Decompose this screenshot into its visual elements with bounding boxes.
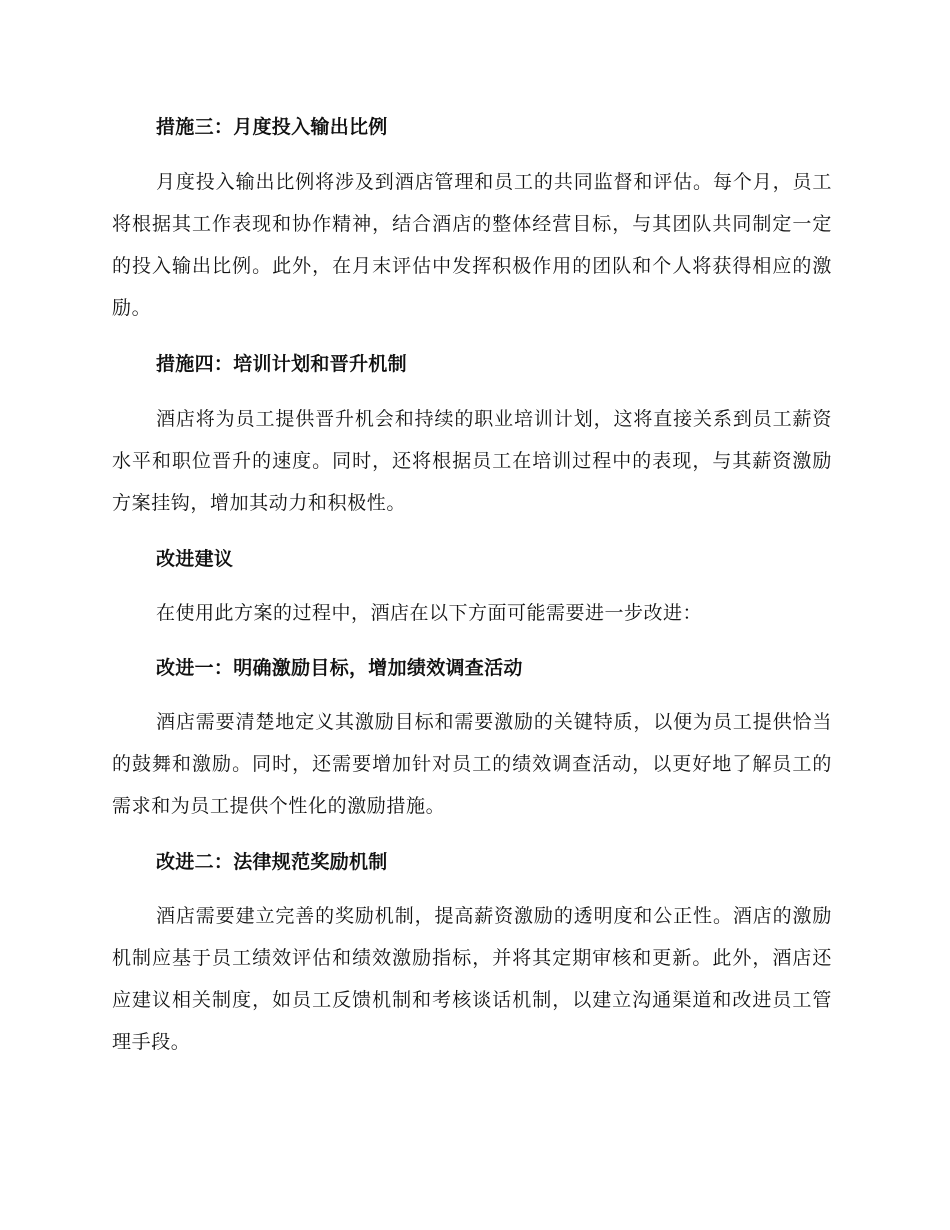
- section-intro-improvement-suggestions: 在使用此方案的过程中，酒店在以下方面可能需要进一步改进：: [156, 602, 703, 624]
- section-heading-measure-four: 措施四：培训计划和晋升机制: [156, 353, 407, 375]
- section-paragraph-improvement-two: 酒店需要建立完善的奖励机制，提高薪资激励的透明度和公正性。酒店的激励机制应基于员工绩效评估和绩效激励指标，并将其定期审核和更新。此外，酒店还应建议相关制度，如员工反馈机制和考核谈话机制，以建立沟通渠道和改进员工管理手段。: [112, 905, 832, 1053]
- section-paragraph-measure-four: 酒店将为员工提供晋升机会和持续的职业培训计划，这将直接关系到员工薪资水平和职位晋升的速度。同时，还将根据员工在培训过程中的表现，与其薪资激励方案挂钩，增加其动力和积极性。: [112, 408, 832, 514]
- section-paragraph-measure-three: 月度投入输出比例将涉及到酒店管理和员工的共同监督和评估。每个月，员工将根据其工作表现和协作精神，结合酒店的整体经营目标，与其团队共同制定一定的投入输出比例。此外，在月末评估中发挥积极作用的团队和个人将获得相应的激励。: [112, 171, 832, 319]
- section-paragraph-improvement-one: 酒店需要清楚地定义其激励目标和需要激励的关键特质，以便为员工提供恰当的鼓舞和激励。同时，还需要增加针对员工的绩效调查活动，以更好地了解员工的需求和为员工提供个性化的激励措施。: [112, 711, 832, 817]
- section-heading-improvement-one: 改进一：明确激励目标，增加绩效调查活动: [156, 657, 523, 679]
- section-heading-measure-three: 措施三：月度投入输出比例: [156, 116, 388, 138]
- section-heading-improvement-two: 改进二：法律规范奖励机制: [156, 851, 388, 873]
- section-heading-improvement-suggestions: 改进建议: [156, 548, 234, 570]
